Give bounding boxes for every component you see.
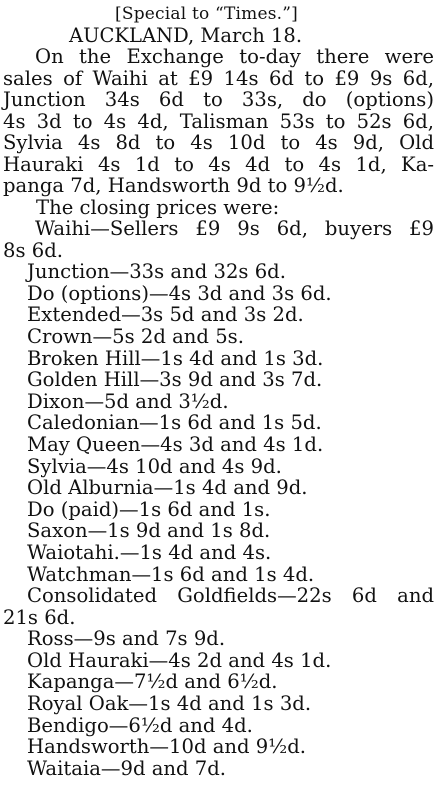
price-item: Caledonian—1s 6d and 1s 5d.	[27, 411, 322, 435]
price-item-line: Consolidated Goldfields—22s 6d and	[27, 584, 434, 608]
price-item: Bendigo—6½d and 4d.	[27, 713, 253, 737]
price-item: Crown—5s 2d and 5s.	[27, 324, 244, 348]
price-item	[3, 218, 434, 261]
body-line: panga 7d, Handsworth 9d to 9½d.	[3, 174, 344, 197]
article-body	[3, 46, 434, 197]
price-item: Royal Oak—1s 4d and 1s 3d.	[27, 692, 312, 716]
price-item: Saxon—1s 9d and 1s 8d.	[27, 519, 271, 543]
price-item: Ross—9s and 7s 9d.	[27, 627, 226, 651]
body-line: Hauraki 4s 1d to 4s 4d to 4s 1d, Ka-	[3, 152, 434, 176]
body-line: Sylvia 4s 8d to 4s 10d to 4s 9d, Old	[3, 131, 434, 154]
body-line: Junction 34s 6d to 33s, do (options)	[3, 88, 434, 111]
price-item: Golden Hill—3s 9d and 3s 7d.	[27, 368, 323, 392]
price-item-line: Waihi—Sellers £9 9s 6d, buyers £9	[35, 217, 434, 240]
body-line: sales of Waihi at £9 14s 6d to £9 9s 6d,	[3, 66, 434, 90]
price-item: Do (paid)—1s 6d and 1s.	[27, 497, 271, 521]
price-item: Kapanga—7½d and 6½d.	[27, 670, 278, 694]
price-item	[3, 585, 434, 628]
price-item-line: 8s 6d.	[3, 238, 63, 262]
article-header: [Special to “Times.”]	[115, 4, 298, 24]
price-item-line: 21s 6d.	[3, 605, 76, 629]
body-line: On the Exchange to-day there were	[35, 45, 434, 68]
body-line: 4s 3d to 4s 4d, Talisman 53s to 52s 6d,	[3, 109, 434, 133]
price-item: Extended—3s 5d and 3s 2d.	[27, 303, 304, 327]
price-item: Do (options)—4s 3d and 3s 6d.	[27, 281, 332, 305]
closing-intro: The closing prices were:	[36, 195, 280, 219]
price-list	[3, 218, 434, 779]
price-item: Old Hauraki—4s 2d and 4s 1d.	[27, 648, 332, 672]
price-item: May Queen—4s 3d and 4s 1d.	[27, 432, 324, 456]
price-item: Broken Hill—1s 4d and 1s 3d.	[27, 346, 324, 370]
price-item: Old Alburnia—1s 4d and 9d.	[27, 476, 308, 500]
dateline: AUCKLAND, March 18.	[69, 24, 303, 47]
price-item: Handsworth—10d and 9½d.	[27, 735, 307, 759]
price-item: Dixon—5d and 3½d.	[27, 389, 229, 413]
price-item: Junction—33s and 32s 6d.	[27, 260, 286, 284]
price-item: Waiotahi.—1s 4d and 4s.	[27, 540, 272, 564]
price-item: Sylvia—4s 10d and 4s 9d.	[27, 454, 282, 478]
price-item: Watchman—1s 6d and 1s 4d.	[27, 562, 315, 586]
price-item: Waitaia—9d and 7d.	[27, 756, 227, 780]
